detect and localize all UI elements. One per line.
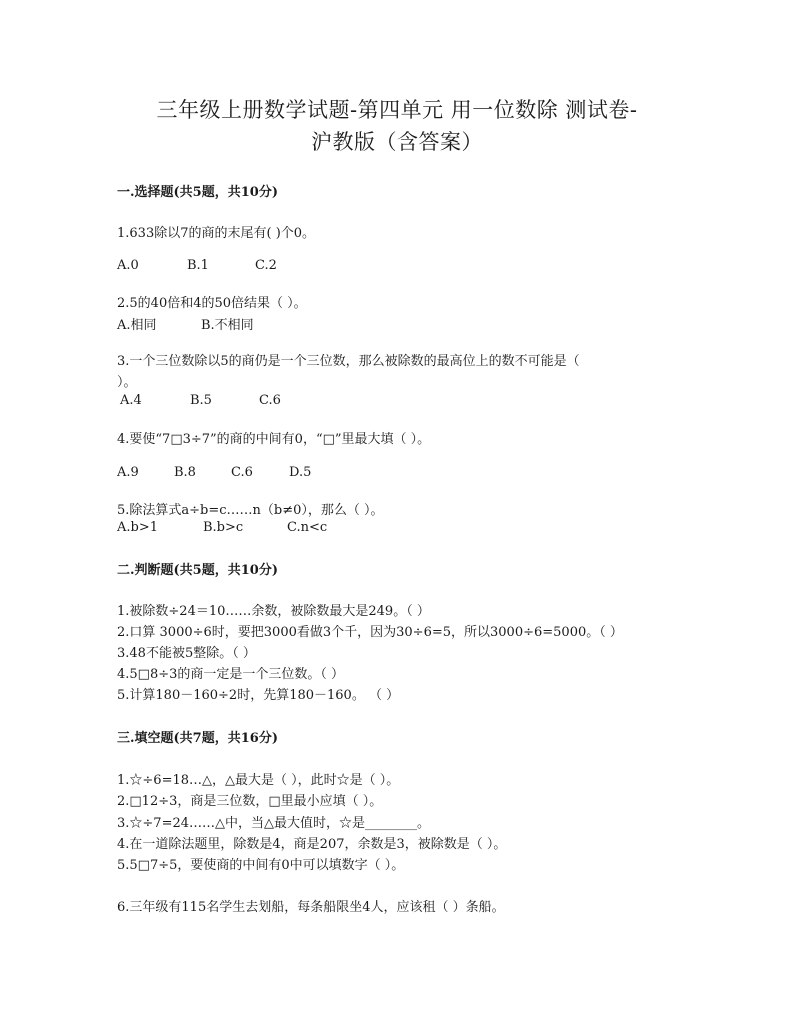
option-d: D.5 — [289, 465, 312, 480]
fill-item: 3.☆÷7=24……△中，当△最大值时，☆是________。 — [117, 816, 430, 831]
fill-item: 6.三年级有115名学生去划船，每条船限坐4人，应该租（ ）条船。 — [117, 900, 505, 915]
section-heading-true-false: 二.判断题(共5题，共10分) — [117, 563, 278, 578]
question-3-text-line2: ）。 — [117, 375, 137, 390]
question-2-options — [117, 314, 254, 333]
option-b: B.b>c — [203, 520, 244, 535]
option-c: C.n<c — [287, 520, 328, 535]
judge-item: 3.48不能被5整除。（ ） — [117, 646, 256, 661]
option-a: A.0 — [117, 258, 139, 273]
option-c: C.6 — [259, 393, 281, 408]
option-a: A.4 — [120, 393, 142, 408]
judge-item: 5.计算180－160÷2时，先算180－160。 （ ） — [117, 688, 400, 703]
document-title-line2: 沪教版（含答案） — [311, 130, 483, 154]
question-5-text: 5.除法算式a÷b=c……n（b≠0），那么（ ）。 — [117, 503, 384, 518]
option-c: C.6 — [231, 465, 253, 480]
option-a: A.9 — [117, 465, 139, 480]
section-heading-choice: 一.选择题(共5题，共10分) — [117, 185, 278, 200]
judge-item: 2.口算 3000÷6时，要把3000看做3个千，因为30÷6=5，所以3000÷6=5000。（ ） — [117, 625, 623, 640]
option-b: B.8 — [174, 465, 196, 480]
question-4-options — [117, 465, 311, 480]
fill-item: 2.□12÷3，商是三位数，□里最小应填（ ）。 — [117, 794, 383, 809]
option-a: A.b>1 — [117, 520, 159, 535]
fill-item: 5.5□7÷5，要使商的中间有0中可以填数字（ ）。 — [117, 858, 405, 873]
question-5-options — [117, 520, 327, 535]
option-b: B.不相同 — [201, 318, 254, 333]
judge-item: 4.5□8÷3的商一定是一个三位数。（ ） — [117, 667, 345, 682]
question-1-options — [117, 258, 277, 273]
judge-item: 1.被除数÷24＝10……余数，被除数最大是249。（ ） — [117, 604, 430, 619]
question-2-text: 2.5的40倍和4的50倍结果（ ）。 — [117, 296, 307, 311]
fill-item: 1.☆÷6=18…△，△最大是（ ），此时☆是（ ）。 — [117, 773, 400, 788]
question-1-text: 1.633除以7的商的末尾有( )个0。 — [117, 226, 316, 241]
question-3-options — [120, 393, 281, 408]
question-4-text: 4.要使“7□3÷7”的商的中间有0，“□”里最大填（ ）。 — [117, 432, 431, 447]
section-heading-fill-blank: 三.填空题(共7题，共16分) — [117, 731, 278, 746]
document-title-line1: 三年级上册数学试题-第四单元 用一位数除 测试卷- — [156, 98, 638, 122]
question-3-text-line1: 3.一个三位数除以5的商仍是一个三位数，那么被除数的最高位上的数不可能是（ — [117, 354, 580, 369]
option-a: A.相同 — [117, 318, 157, 333]
fill-item: 4.在一道除法题里，除数是4，商是207，余数是3，被除数是（ ）。 — [117, 837, 507, 852]
option-c: C.2 — [255, 258, 277, 273]
option-b: B.1 — [187, 258, 209, 273]
option-b: B.5 — [190, 393, 212, 408]
